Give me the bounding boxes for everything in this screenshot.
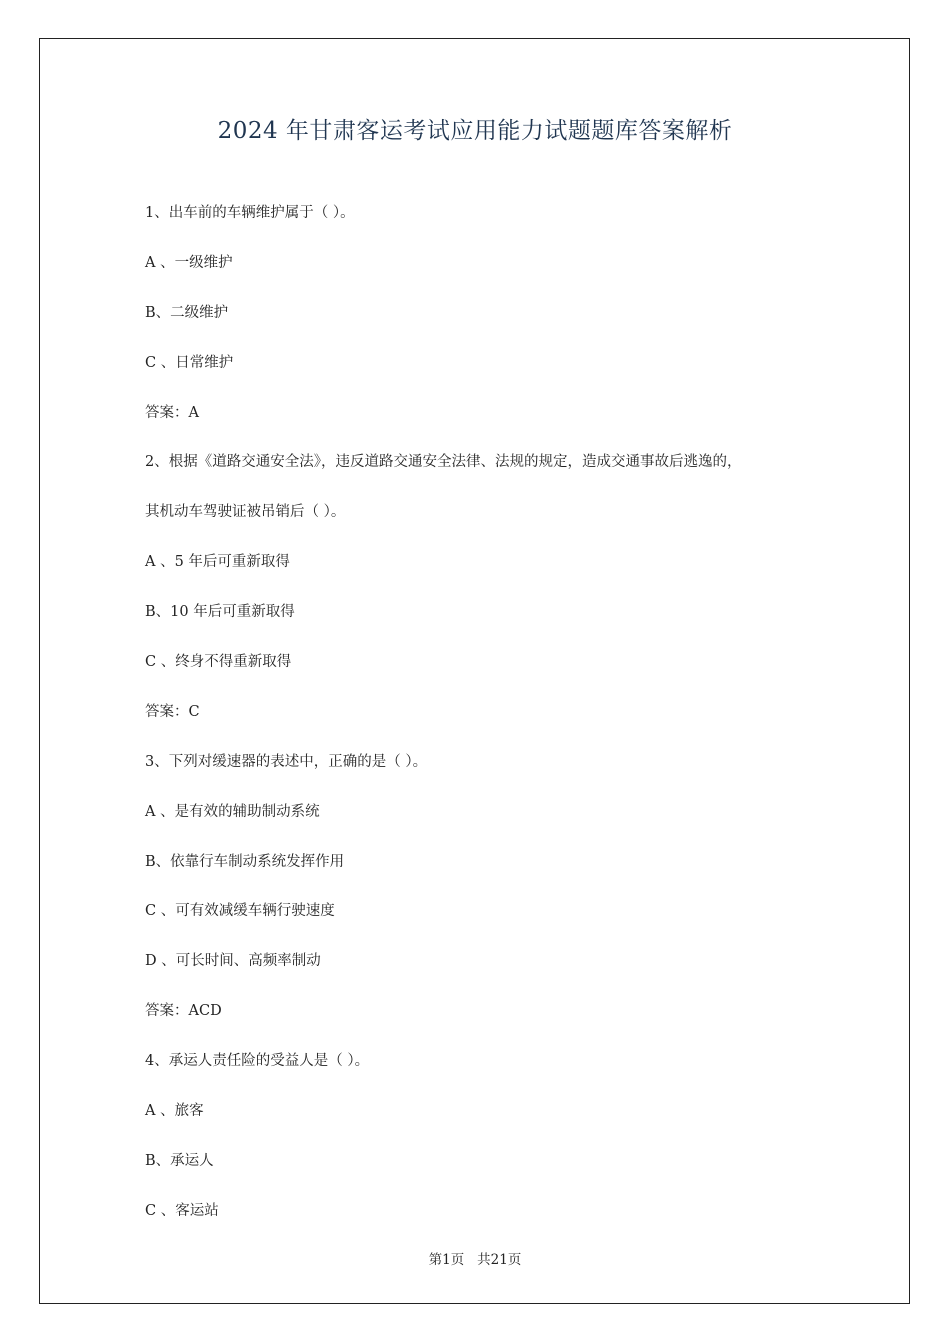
question-2-option-c: C 、终身不得重新取得	[145, 654, 292, 671]
question-4-option-c: C 、客运站	[145, 1202, 219, 1219]
question-1-option-a: A 、一级维护	[145, 254, 233, 271]
question-2-option-b: B、10 年后可重新取得	[145, 604, 295, 621]
question-3-answer: 答案：ACD	[145, 1003, 222, 1020]
question-2-stem-line-2: 其机动车驾驶证被吊销后（ ）。	[145, 504, 346, 521]
question-2-option-a: A 、5 年后可重新取得	[145, 554, 290, 571]
question-2-stem-line-1: 2、根据《道路交通安全法》，违反道路交通安全法律、法规的规定，造成交通事故后逃逸的，	[145, 454, 742, 471]
question-4-stem: 4、承运人责任险的受益人是（ ）。	[145, 1053, 370, 1070]
question-4-option-b: B、承运人	[145, 1152, 214, 1169]
question-1-answer: 答案：A	[145, 404, 199, 421]
question-3-option-a: A 、是有效的辅助制动系统	[145, 803, 320, 820]
question-1-option-b: B、二级维护	[145, 304, 229, 321]
question-3-stem: 3、下列对缓速器的表述中，正确的是（ ）。	[145, 753, 428, 770]
question-4-option-a: A 、旅客	[145, 1103, 204, 1120]
page-number-footer: 第1页 共21页	[428, 1252, 522, 1268]
document-title: 2024 年甘肃客运考试应用能力试题题库答案解析	[217, 118, 733, 144]
question-1-stem: 1、出车前的车辆维护属于（ ）。	[145, 205, 355, 221]
document-body	[145, 200, 825, 1248]
question-3-option-c: C 、可有效减缓车辆行驶速度	[145, 903, 335, 920]
question-3-option-d: D 、可长时间、高频率制动	[145, 953, 321, 970]
question-3-option-b: B、依靠行车制动系统发挥作用	[145, 853, 345, 870]
question-2-answer: 答案：C	[145, 703, 200, 720]
question-1-option-c: C 、日常维护	[145, 354, 234, 371]
